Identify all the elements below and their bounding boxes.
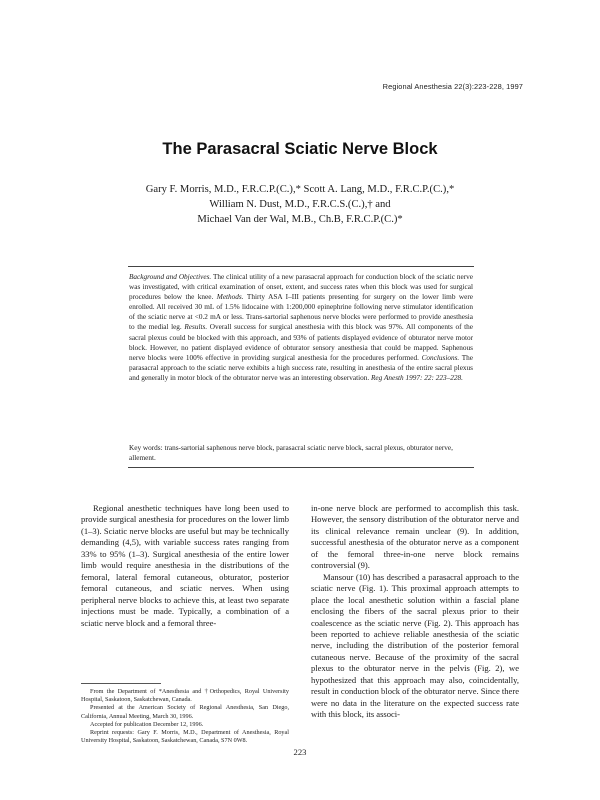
body-paragraph: in-one nerve block are performed to accomplish this task. However, the sensory distribution of the obturator nerve and its clinical relevance remain unclear (9). In addition, successful anesthesia of the obturator nerve as a component of the femoral three-in-one nerve block remains controversial (9). (311, 503, 519, 571)
keywords-text: trans-sartorial saphenous nerve block, parasacral sciatic nerve block, sacral plexus, obturator nerve, allement. (129, 444, 453, 463)
keywords (129, 443, 473, 463)
footnote-reprints: Reprint requests: Gary F. Morris, M.D., Department of Anesthesia, Royal University Hospital, Saskatoon, Saskatchewan, Canada, S7N 0W8. (81, 729, 289, 745)
body-paragraph: Regional anesthetic techniques have long been used to provide surgical anesthesia for procedures on the lower limb (1–3). Sciatic nerve blocks are useful but may be technically demanding (4,5), with variable success rates ranging from 33% to 95% (1–3). Surgical anesthesia of the entire lower limb would require anesthesia in the distributions of the femoral, lateral femoral cutaneous, obturator, posterior femoral cutaneous, and sciatic nerves. When using peripheral nerve blocks to achieve this, at least two separate injections must be made. Typically, a combination of a sciatic nerve block and a femoral three- (81, 503, 289, 628)
author-line-1: Gary F. Morris, M.D., F.R.C.P.(C.),* Scott A. Lang, M.D., F.R.C.P.(C.),* (145, 184, 455, 195)
footnote-presented: Presented at the American Society of Regional Anesthesia, San Diego, California, Annual Meeting, March 30, 1996. (81, 704, 289, 720)
body-column-right (311, 503, 519, 721)
footnotes (81, 688, 289, 745)
page-number: 223 (293, 747, 307, 757)
author-line-3: Michael Van der Wal, M.B., Ch.B, F.R.C.P.(C.)* (197, 214, 403, 225)
abstract-methods-label: Methods. (216, 293, 244, 302)
body-paragraph: Mansour (10) has described a parasacral approach to the sciatic nerve (Fig. 1). This proximal approach attempts to place the local anesthetic solution within a fascial plane enclosing the fibers of the sacral plexus prior to their coalescence as the sciatic nerve (Fig. 2). This approach has been reported to achieve reliable anesthesia of the sciatic nerve, including the distribution of the posterior femoral cutaneous nerve. Because of the proximity of the sacral plexus to the obturator nerve in the pelvis (Fig. 2), we hypothesized that this approach may also, coincidentally, result in conduction block of the obturator nerve. Since there were no data in the literature on the expected success rate with this block, its associ- (311, 571, 519, 720)
abstract-background-text: The clinical utility of a new parasacral approach for conduction block of the sciatic nerve was investigated, with critical examination of onset, extent, and success rates when this block was used for surgical procedures below the knee. (129, 273, 473, 302)
running-head: Regional Anesthesia 22(3):223-228, 1997 (382, 82, 523, 91)
abstract-conclusions-text: The parasacral approach to the sciatic nerve exhibits a high success rate, resulting in anesthesia of the entire sacral plexus and generally in motor block of the obturator nerve was an interesting observation. (129, 353, 473, 382)
abstract-results-text: Overall success for surgical anesthesia with this block was 97%. All components of the sacral plexus could be blocked with this approach, and 93% of patients displayed evidence of obturator nerve motor block. However, no patient displayed evidence of obturator sensory anesthesia that could be mapped. Saphenous nerve blocks were 100% effective in providing surgical anesthesia for the procedures performed. (129, 323, 473, 362)
abstract-bottom-rule (128, 467, 474, 468)
abstract (129, 272, 473, 383)
keywords-label: Key words: (129, 444, 163, 452)
abstract-citation: Reg Anesth 1997: 22: 223–228. (371, 373, 463, 382)
abstract-conclusions-label: Conclusions. (421, 353, 460, 362)
footnote-affiliation: From the Department of *Anesthesia and †Orthopedics, Royal University Hospital, Saskatoon, Saskatchewan, Canada. (81, 688, 289, 704)
body-column-left (81, 503, 289, 629)
abstract-results-label: Results. (184, 323, 208, 332)
author-list (100, 182, 500, 227)
author-line-2: William N. Dust, M.D., F.R.C.S.(C.),† and (209, 199, 391, 210)
article-title: The Parasacral Sciatic Nerve Block (162, 140, 438, 158)
abstract-background-label: Background and Objectives. (129, 273, 212, 281)
footnote-accepted: Accepted for publication December 12, 1996. (90, 720, 204, 728)
abstract-methods-text: Thirty ASA I–III patients presenting for surgery on the lower limb were enrolled. All received 30 mL of 1.5% lidocaine with 1:200,000 epinephrine following nerve stimulator identification of the sciatic nerve at <0.2 mA or less. Trans-sartorial saphenous nerve blocks were performed to provide anesthesia to the medial leg. (129, 293, 473, 332)
footnote-rule (81, 683, 161, 684)
abstract-top-rule (128, 266, 474, 267)
